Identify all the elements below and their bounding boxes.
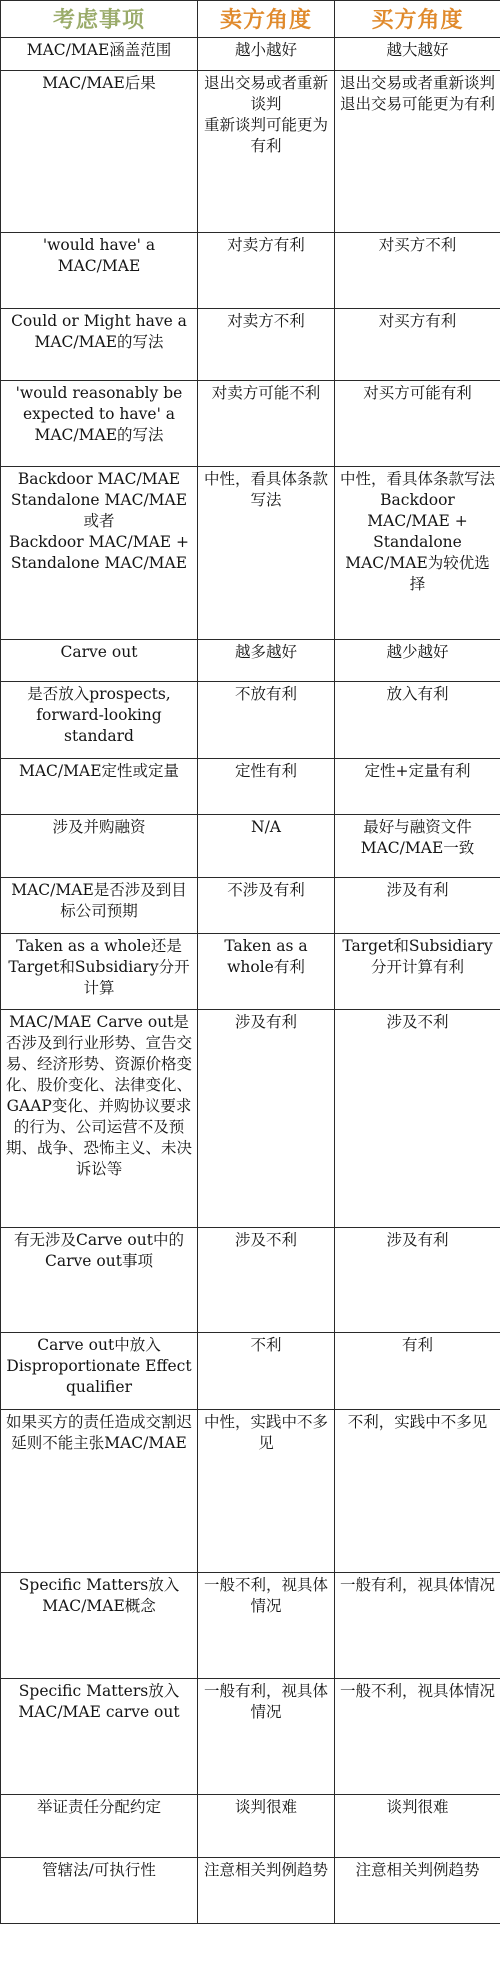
table-row (1, 467, 500, 640)
row-buyer-cell: 定性+定量有利 (335, 759, 500, 815)
row-buyer-cell: 对买方有利 (335, 309, 500, 381)
row-item-cell: MAC/MAE涵盖范围 (1, 38, 198, 71)
row-buyer-cell: 一般有利，视具体情况 (335, 1573, 500, 1679)
header-buyer-perspective: 买方角度 (335, 1, 500, 38)
table-row (1, 309, 500, 381)
row-buyer-cell: 对买方可能有利 (335, 381, 500, 467)
row-seller-cell: N/A (198, 815, 335, 878)
row-buyer-cell: 放入有利 (335, 682, 500, 759)
row-item-cell: Specific Matters放入MAC/MAE carve out (1, 1679, 198, 1795)
row-seller-cell: 一般不利，视具体情况 (198, 1573, 335, 1679)
row-buyer-cell: 有利 (335, 1333, 500, 1410)
table-row (1, 934, 500, 1010)
row-seller-cell: 越小越好 (198, 38, 335, 71)
row-seller-cell: 涉及有利 (198, 1010, 335, 1228)
row-seller-cell: Taken as a whole有利 (198, 934, 335, 1010)
row-seller-cell: 中性，看具体条款写法 (198, 467, 335, 640)
table-row (1, 38, 500, 71)
row-item-cell: 有无涉及Carve out中的Carve out事项 (1, 1228, 198, 1333)
table-row (1, 1679, 500, 1795)
row-buyer-cell: 退出交易或者重新谈判 退出交易可能更为有利 (335, 71, 500, 233)
row-item-cell: Carve out (1, 640, 198, 682)
row-item-cell: 'would reasonably be expected to have' a MAC/MAE的写法 (1, 381, 198, 467)
row-item-cell: 'would have' a MAC/MAE (1, 233, 198, 309)
row-seller-cell: 不放有利 (198, 682, 335, 759)
table-row (1, 1795, 500, 1858)
table-row (1, 1410, 500, 1573)
row-item-cell: 管辖法/可执行性 (1, 1858, 198, 1924)
row-item-cell: Specific Matters放入MAC/MAE概念 (1, 1573, 198, 1679)
row-buyer-cell: Target和Subsidiary分开计算有利 (335, 934, 500, 1010)
row-item-cell: Could or Might have a MAC/MAE的写法 (1, 309, 198, 381)
row-buyer-cell: 越少越好 (335, 640, 500, 682)
row-seller-cell: 越多越好 (198, 640, 335, 682)
row-seller-cell: 定性有利 (198, 759, 335, 815)
row-item-cell: MAC/MAE Carve out是否涉及到行业形势、宣告交易、经济形势、资源价格变化、股价变化、法律变化、GAAP变化、并购协议要求的行为、公司运营不及预期、战争、恐怖主义、未决诉讼等 (1, 1010, 198, 1228)
row-seller-cell: 对卖方不利 (198, 309, 335, 381)
table-row (1, 1333, 500, 1410)
row-buyer-cell: 越大越好 (335, 38, 500, 71)
table-row (1, 878, 500, 934)
row-buyer-cell: 不利，实践中不多见 (335, 1410, 500, 1573)
row-item-cell: Backdoor MAC/MAE Standalone MAC/MAE 或者 Backdoor MAC/MAE + Standalone MAC/MAE (1, 467, 198, 640)
table-row (1, 682, 500, 759)
row-item-cell: MAC/MAE定性或定量 (1, 759, 198, 815)
table-row (1, 1010, 500, 1228)
row-seller-cell: 不利 (198, 1333, 335, 1410)
table-row (1, 1858, 500, 1924)
row-seller-cell: 对卖方有利 (198, 233, 335, 309)
table-row (1, 1228, 500, 1333)
table-row (1, 381, 500, 467)
table-header-row (1, 1, 500, 38)
header-considerations: 考虑事项 (1, 1, 198, 38)
row-buyer-cell: 涉及有利 (335, 878, 500, 934)
table-row (1, 759, 500, 815)
row-item-cell: 如果买方的责任造成交割迟延则不能主张MAC/MAE (1, 1410, 198, 1573)
row-buyer-cell: 一般不利，视具体情况 (335, 1679, 500, 1795)
row-item-cell: 涉及并购融资 (1, 815, 198, 878)
row-seller-cell: 中性，实践中不多见 (198, 1410, 335, 1573)
row-seller-cell: 退出交易或者重新谈判 重新谈判可能更为有利 (198, 71, 335, 233)
row-item-cell: Carve out中放入Disproportionate Effect qualifier (1, 1333, 198, 1410)
table-row (1, 815, 500, 878)
row-buyer-cell: 注意相关判例趋势 (335, 1858, 500, 1924)
row-seller-cell: 对卖方可能不利 (198, 381, 335, 467)
row-seller-cell: 注意相关判例趋势 (198, 1858, 335, 1924)
table-row (1, 1573, 500, 1679)
row-buyer-cell: 涉及不利 (335, 1010, 500, 1228)
row-item-cell: MAC/MAE是否涉及到目标公司预期 (1, 878, 198, 934)
row-item-cell: Taken as a whole还是Target和Subsidiary分开计算 (1, 934, 198, 1010)
row-buyer-cell: 涉及有利 (335, 1228, 500, 1333)
row-seller-cell: 一般有利，视具体情况 (198, 1679, 335, 1795)
row-item-cell: 是否放入prospects, forward-looking standard (1, 682, 198, 759)
row-seller-cell: 谈判很难 (198, 1795, 335, 1858)
table-row (1, 233, 500, 309)
row-item-cell: 举证责任分配约定 (1, 1795, 198, 1858)
row-buyer-cell: 最好与融资文件MAC/MAE一致 (335, 815, 500, 878)
header-seller-perspective: 卖方角度 (198, 1, 335, 38)
row-buyer-cell: 中性，看具体条款写法 Backdoor MAC/MAE + Standalone MAC/MAE为较优选择 (335, 467, 500, 640)
row-item-cell: MAC/MAE后果 (1, 71, 198, 233)
table-row (1, 640, 500, 682)
row-seller-cell: 涉及不利 (198, 1228, 335, 1333)
row-seller-cell: 不涉及有利 (198, 878, 335, 934)
row-buyer-cell: 谈判很难 (335, 1795, 500, 1858)
row-buyer-cell: 对买方不利 (335, 233, 500, 309)
table-row (1, 71, 500, 233)
